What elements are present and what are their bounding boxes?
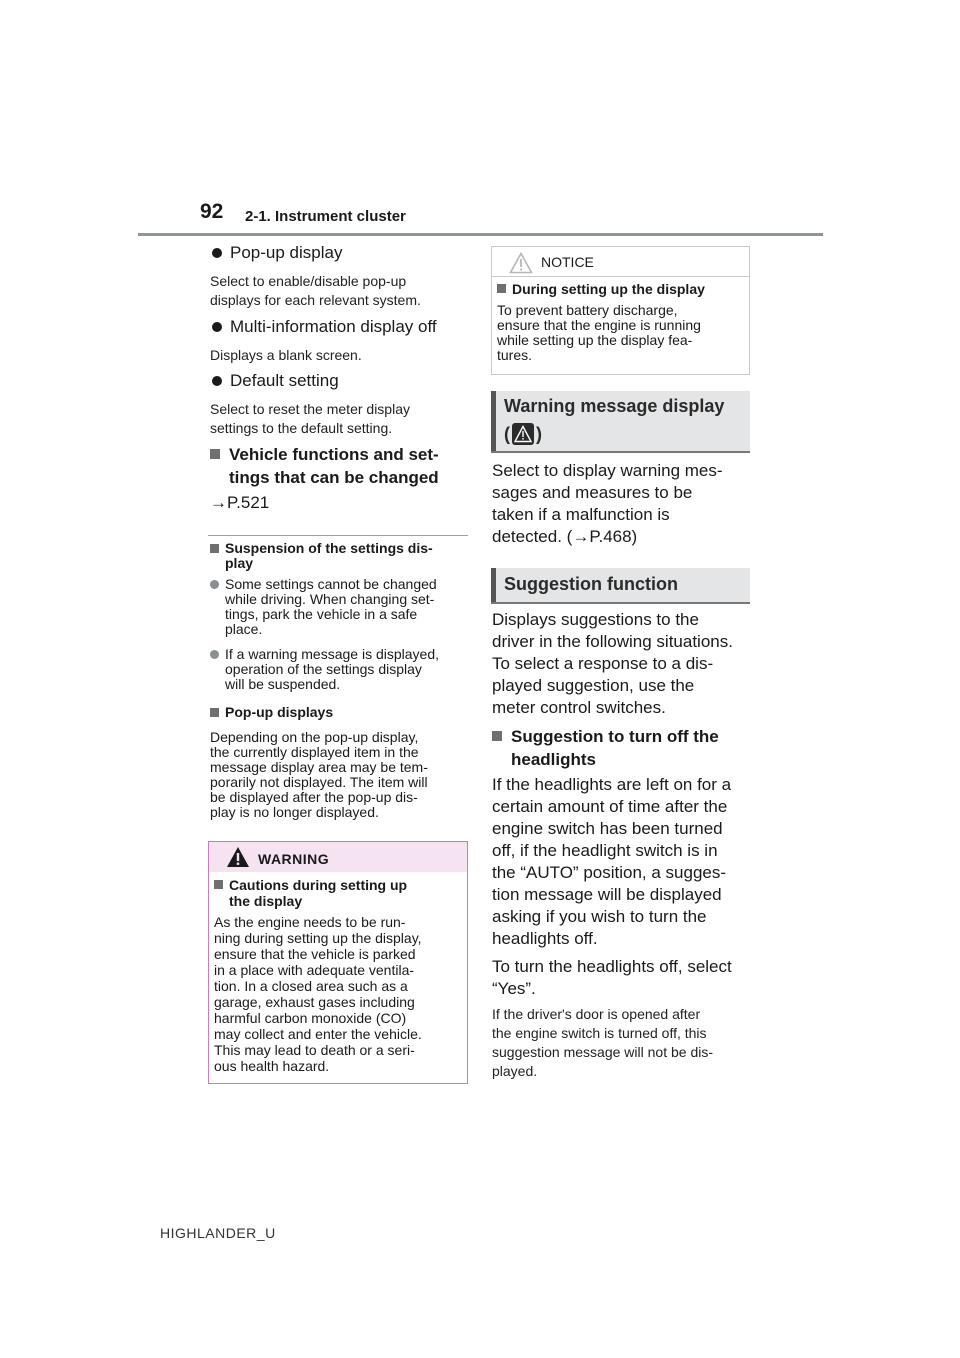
popup-display-heading: Pop-up display: [212, 243, 342, 263]
suggestion-note: If the driver's door is opened after the engine switch is turned off, this suggestion message will not be dis- played.: [492, 1006, 714, 1079]
warning-message-heading: Warning message display: [504, 396, 725, 416]
circle-bullet-icon: [210, 650, 219, 659]
square-bullet-icon: [210, 449, 220, 459]
warning-message-body: Select to display warning mes- sages and measures to be taken if a malfunction is detected. (→P.468): [492, 461, 723, 546]
warning-triangle-icon: [226, 846, 250, 868]
notice-triangle-icon: [509, 252, 533, 274]
square-bullet-icon: [210, 708, 219, 717]
circle-bullet-icon: [210, 580, 219, 589]
note-bullet-2: If a warning message is displayed, operation of the settings display will be suspended.: [210, 647, 439, 692]
square-bullet-icon: [210, 544, 219, 553]
square-bullet-icon: [497, 284, 506, 293]
warning-box: [208, 841, 468, 1084]
warning-message-heading-symbol: ( ): [504, 423, 542, 444]
header-divider: [138, 233, 823, 236]
notice-title: NOTICE: [541, 254, 594, 270]
suggestion-heading: Suggestion function: [504, 574, 678, 594]
bullet-icon: [212, 248, 222, 258]
popup-display-desc: Select to enable/disable pop-up displays for each relevant system.: [210, 273, 421, 308]
notes-divider: [208, 535, 468, 536]
warning-heading: Cautions during setting up the display: [214, 877, 407, 909]
section-title: 2-1. Instrument cluster: [245, 208, 406, 225]
suggestion-body: Displays suggestions to the driver in the following situations. To select a response to a dis- played suggestion, use the meter control switches.: [492, 610, 733, 717]
suggestion-banner: [491, 568, 750, 604]
suggestion-sub-heading: Suggestion to turn off the headlights: [492, 725, 719, 771]
popup-displays-heading: Pop-up displays: [210, 705, 333, 720]
popup-displays-body: Depending on the pop-up display, the currently displayed item in the message display area may be tem- porarily not displayed. The item will be displayed after the pop-up dis- play is no longer displayed.: [210, 729, 428, 820]
warning-title: WARNING: [258, 851, 330, 867]
master-warning-icon: [512, 423, 534, 445]
mid-off-desc: Displays a blank screen.: [210, 347, 362, 363]
notice-box: [491, 246, 750, 375]
warning-message-banner: [491, 391, 750, 453]
note-bullet-1: Some settings cannot be changed while driving. When changing set- tings, park the vehicle in a safe place.: [210, 577, 437, 637]
default-setting-desc: Select to reset the meter display settings to the default setting.: [210, 401, 410, 436]
square-bullet-icon: [214, 880, 223, 889]
notice-body: To prevent battery discharge, ensure that the engine is running while setting up the display fea- tures.: [497, 302, 701, 363]
default-setting-heading: Default setting: [212, 371, 339, 391]
bullet-icon: [212, 376, 222, 386]
suggestion-select-text: To turn the headlights off, select “Yes”.: [492, 957, 732, 998]
square-bullet-icon: [492, 731, 502, 741]
suspension-heading: Suspension of the settings dis- play: [210, 541, 433, 571]
page-number: 92: [200, 200, 224, 223]
mid-off-heading: Multi-information display off: [212, 317, 437, 337]
suggestion-sub-body: If the headlights are left on for a certain amount of time after the engine switch has been turned off, if the headlight switch is in the “AUTO” position, a sugges- tion message will be displayed asking if you wish to turn the headlights off.: [492, 775, 732, 948]
notice-divider: [492, 276, 749, 277]
vehicle-functions-heading: Vehicle functions and set- tings that can be changed: [210, 443, 439, 489]
vehicle-functions-ref: →P.521: [210, 493, 270, 512]
model-footer: HIGHLANDER_U: [160, 1225, 276, 1241]
notice-heading: During setting up the display: [497, 281, 705, 297]
bullet-icon: [212, 322, 222, 332]
warning-body: As the engine needs to be run- ning during setting up the display, ensure that the vehicle is parked in a place with adequate ventila- tion. In a closed area such as a garage, exhaust gases including harmful carbon monoxide (CO) may collect and enter the vehicle. This may lead to death or a seri- ous health hazard.: [214, 914, 422, 1074]
